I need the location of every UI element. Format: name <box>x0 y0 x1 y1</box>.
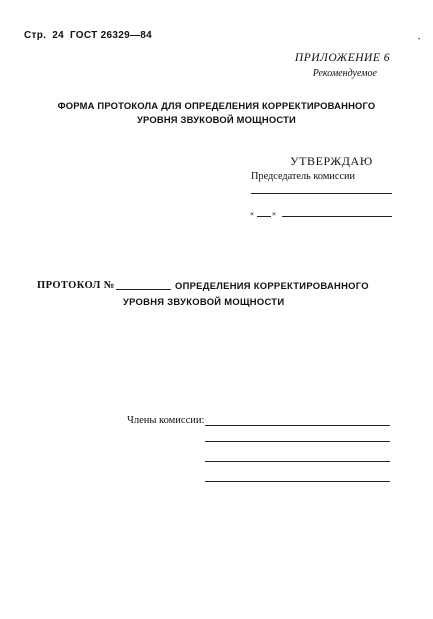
member-line-3 <box>205 461 390 462</box>
member-line-2 <box>205 441 390 442</box>
page-label: Стр. <box>24 30 47 41</box>
chair-label: Председатель комиссии <box>251 171 356 182</box>
date-quote-open: « <box>250 209 254 218</box>
appendix-status: Рекомендуемое <box>312 68 377 79</box>
date-day-line <box>257 216 271 217</box>
page-number: 24 <box>52 30 64 41</box>
form-title <box>40 99 393 127</box>
appendix-title: ПРИЛОЖЕНИЕ 6 <box>294 52 390 64</box>
date-quote-close: » <box>272 209 276 218</box>
page-header <box>24 30 152 41</box>
member-line-1 <box>205 425 390 426</box>
form-title-line1: ФОРМА ПРОТОКОЛА ДЛЯ ОПРЕДЕЛЕНИЯ КОРРЕКТИРОВАННОГО <box>57 100 376 111</box>
standard-code: ГОСТ 26329—84 <box>69 30 152 41</box>
protocol-label: ПРОТОКОЛ № <box>37 280 115 291</box>
speck-mark: • <box>418 37 421 43</box>
date-month-line <box>282 216 392 217</box>
signature-line <box>251 193 392 194</box>
protocol-title-line1: ОПРЕДЕЛЕНИЯ КОРРЕКТИРОВАННОГО <box>175 280 369 291</box>
approve-label: УТВЕРЖДАЮ <box>290 154 373 168</box>
member-line-4 <box>205 481 390 482</box>
protocol-title-line2: УРОВНЯ ЗВУКОВОЙ МОЩНОСТИ <box>123 296 285 307</box>
members-label: Члены комиссии: <box>127 415 205 426</box>
protocol-number-line <box>116 289 171 290</box>
form-title-line2: УРОВНЯ ЗВУКОВОЙ МОЩНОСТИ <box>137 114 296 125</box>
